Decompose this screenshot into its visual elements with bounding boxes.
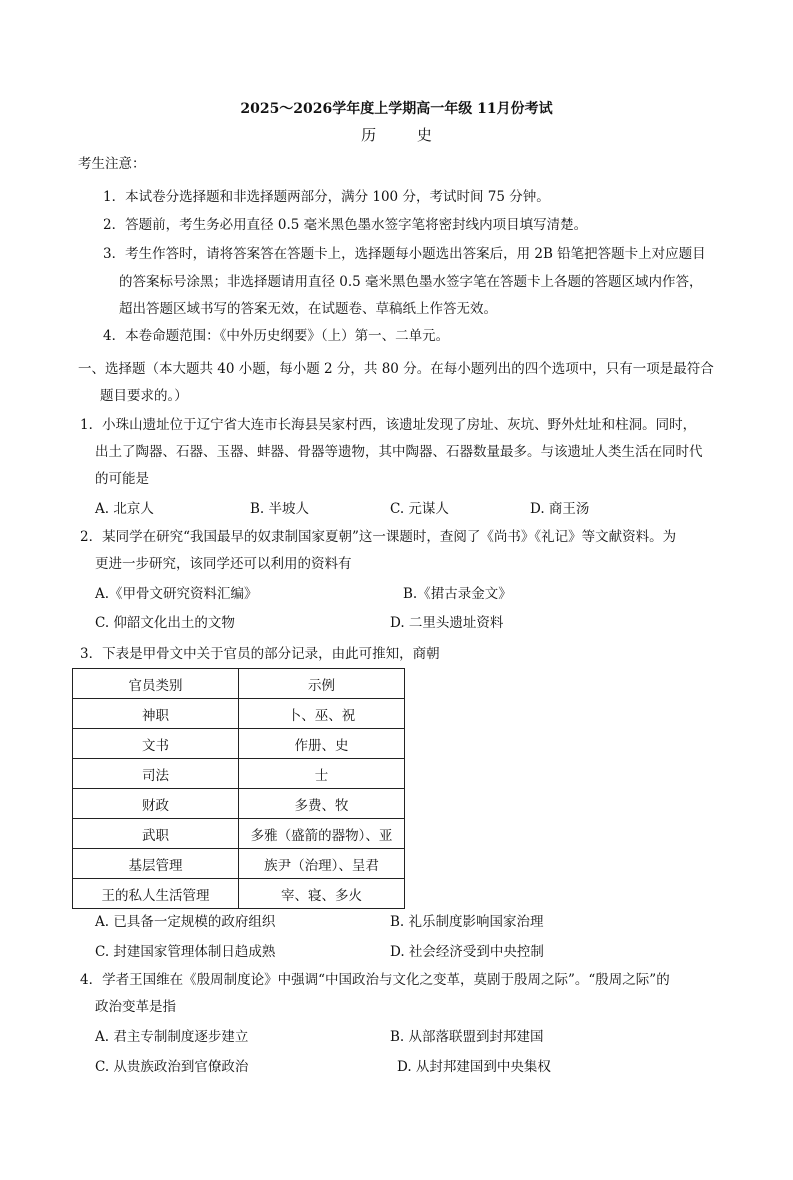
section-heading: 一、选择题（本大题共 40 小题，每小题 2 分，共 80 分。在每小题列出的四个选项中，只有一项是最符合: [78, 361, 714, 377]
notice-item-3-cont: 的答案标号涂黑；非选择题请用直径 0.5 毫米黑色墨水签字笔在答题卡上各题的答题区域内作答，: [119, 274, 703, 290]
table-cell: 武职: [73, 819, 239, 849]
table-row: [73, 879, 405, 909]
section-heading-cont: 题目要求的。）: [100, 388, 188, 404]
question-1-stem-cont: 出土了陶器、石器、玉器、蚌器、骨器等遗物，其中陶器、石器数量最多。与该遗址人类生活在同时代: [95, 444, 703, 460]
table-cell: 王的私人生活管理: [73, 879, 239, 909]
question-1-option-b: B. 半坡人: [250, 501, 310, 517]
notice-item-4: 4．本卷命题范围：《中外历史纲要》（上）第一、二单元。: [103, 328, 450, 344]
table-cell: 财政: [73, 789, 239, 819]
question-1-option-a: A. 北京人: [95, 501, 154, 517]
question-2-stem-cont: 更进一步研究，该同学还可以利用的资料有: [95, 556, 352, 572]
table-cell: 族尹（治理）、呈君: [239, 849, 405, 879]
question-3-option-a: A. 已具备一定规模的政府组织: [95, 914, 276, 930]
table-header-cell: 示例: [239, 669, 405, 699]
table-cell: 宰、寝、多火: [239, 879, 405, 909]
subject-title: 历 史: [361, 126, 450, 144]
question-2-option-b: B.《捃古录金文》: [403, 586, 512, 602]
table-cell: 神职: [73, 699, 239, 729]
table-cell: 文书: [73, 729, 239, 759]
question-4-option-a: A. 君主专制制度逐步建立: [95, 1029, 249, 1045]
table-cell: 士: [239, 759, 405, 789]
table-cell: 多费、牧: [239, 789, 405, 819]
question-4-option-b: B. 从部落联盟到封邦建国: [390, 1029, 544, 1045]
table-row: [73, 759, 405, 789]
exam-title: 2025～2026学年度上学期高一年级 11月份考试: [240, 101, 553, 117]
table-cell: 基层管理: [73, 849, 239, 879]
question-3-option-d: D. 社会经济受到中央控制: [390, 944, 544, 960]
notice-heading: 考生注意：: [78, 156, 146, 172]
table-cell: 司法: [73, 759, 239, 789]
question-3-stem: 3．下表是甲骨文中关于官员的部分记录，由此可推知，商朝: [80, 646, 440, 662]
table-row: [73, 699, 405, 729]
table-cell: 卜、巫、祝: [239, 699, 405, 729]
notice-item-3-cont: 超出答题区域书写的答案无效，在试题卷、草稿纸上作答无效。: [119, 301, 497, 317]
question-1-option-d: D. 商王汤: [530, 501, 590, 517]
officials-table: [72, 668, 405, 909]
table-cell: 作册、史: [239, 729, 405, 759]
question-3-option-b: B. 礼乐制度影响国家治理: [390, 914, 544, 930]
question-4-stem: 4．学者王国维在《殷周制度论》中强调“中国政治与文化之变革，莫剧于殷周之际”。“殷周之际”的: [80, 972, 670, 988]
question-3-option-c: C. 封建国家管理体制日趋成熟: [95, 944, 276, 960]
question-2-option-c: C. 仰韶文化出土的文物: [95, 615, 235, 631]
question-4-option-c: C. 从贵族政治到官僚政治: [95, 1059, 249, 1075]
table-row: [73, 819, 405, 849]
notice-item-1: 1．本试卷分选择题和非选择题两部分，满分 100 分，考试时间 75 分钟。: [103, 189, 550, 205]
question-1-stem: 1．小珠山遗址位于辽宁省大连市长海县吴家村西，该遗址发现了房址、灰坑、野外灶址和柱洞。同时，: [80, 417, 697, 433]
notice-item-2: 2．答题前，考生务必用直径 0.5 毫米黑色墨水签字笔将密封线内项目填写清楚。: [103, 217, 588, 233]
question-2-option-a: A.《甲骨文研究资料汇编》: [95, 586, 258, 602]
question-4-stem-cont: 政治变革是指: [95, 999, 176, 1015]
table-cell: 多雅（盛箭的器物）、亚: [239, 819, 405, 849]
question-1-stem-cont: 的可能是: [95, 471, 149, 487]
question-2-stem: 2．某同学在研究“我国最早的奴隶制国家夏朝”这一课题时，查阅了《尚书》《礼记》等文献资料。为: [80, 529, 677, 545]
table-header-row: [73, 669, 405, 699]
notice-item-3: 3．考生作答时，请将答案答在答题卡上，选择题每小题选出答案后，用 2B 铅笔把答题卡上对应题目: [103, 246, 706, 262]
question-1-option-c: C. 元谋人: [390, 501, 449, 517]
table-row: [73, 849, 405, 879]
question-2-option-d: D. 二里头遗址资料: [390, 615, 504, 631]
question-4-option-d: D. 从封邦建国到中央集权: [397, 1059, 551, 1075]
table-row: [73, 729, 405, 759]
table-row: [73, 789, 405, 819]
table-header-cell: 官员类别: [73, 669, 239, 699]
